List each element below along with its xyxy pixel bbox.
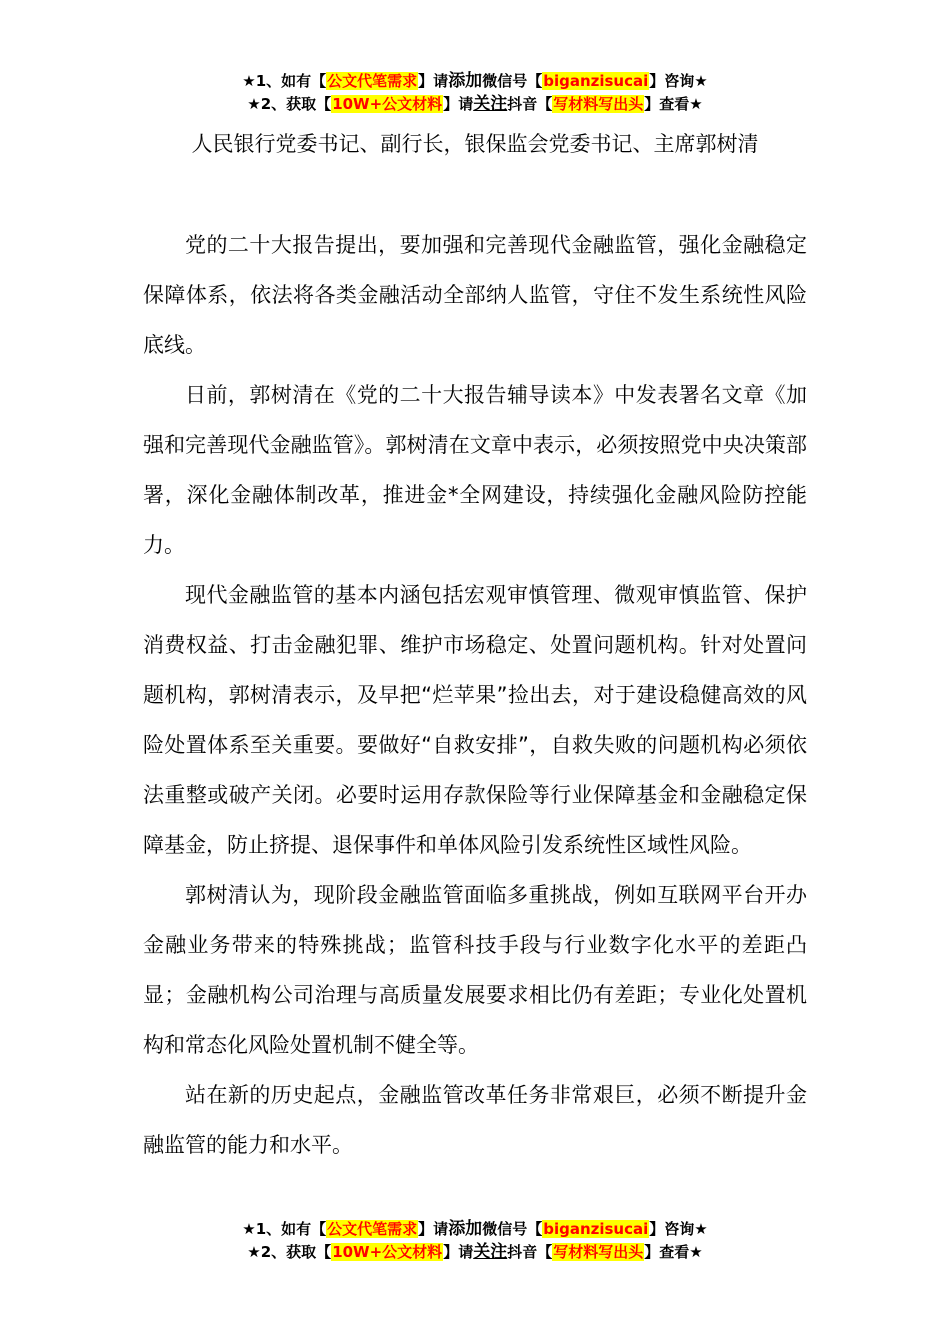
promo-text: ★2、获取【 <box>247 1243 332 1261</box>
promo-emphasis: 关注 <box>473 1242 508 1262</box>
highlight-wechat-id: biganzisucai <box>543 1220 649 1238</box>
highlight-wechat-id: biganzisucai <box>543 72 649 90</box>
promo-text: 】查看★ <box>644 95 703 113</box>
paragraph: 党的二十大报告提出，要加强和完善现代金融监管，强化金融稳定保障体系，依法将各类金融活动全部纳人监管，守住不发生系统性风险底线。 <box>143 233 807 357</box>
promo-line-1 <box>0 70 950 93</box>
promo-text: 】请 <box>418 1220 449 1238</box>
promo-banner-top <box>0 70 950 116</box>
promo-emphasis: 添加 <box>448 71 483 91</box>
paragraph: 郭树清认为，现阶段金融监管面临多重挑战，例如互联网平台开办金融业务带来的特殊挑战；监管科技手段与行业数字化水平的差距凸显；金融机构公司治理与高质量发展要求相比仍有差距；专业化处置机构和常态化风险处置机制不健全等。 <box>143 883 807 1057</box>
promo-text: 】咨询★ <box>649 1220 708 1238</box>
promo-banner-bottom <box>0 1218 950 1264</box>
promo-text: 】咨询★ <box>649 72 708 90</box>
promo-line-1 <box>0 1218 950 1241</box>
author-byline: 人民银行党委书记、副行长，银保监会党委书记、主席郭树清 <box>191 132 759 156</box>
highlight-service: 公文代笔需求 <box>327 1220 418 1238</box>
promo-text: 】请 <box>443 1243 474 1261</box>
promo-emphasis: 添加 <box>448 1219 483 1239</box>
promo-text: 抖音【 <box>507 1243 553 1261</box>
promo-line-2 <box>0 93 950 116</box>
promo-text: 抖音【 <box>507 95 553 113</box>
paragraph: 站在新的历史起点，金融监管改革任务非常艰巨，必须不断提升金融监管的能力和水平。 <box>143 1083 807 1157</box>
promo-text: ★2、获取【 <box>247 95 332 113</box>
highlight-materials: 10W+公文材料 <box>332 1243 443 1261</box>
promo-text: 微信号【 <box>482 1220 543 1238</box>
paragraph: 日前，郭树清在《党的二十大报告辅导读本》中发表署名文章《加强和完善现代金融监管》。郭树清在文章中表示，必须按照党中央决策部署，深化金融体制改革，推进金*全网建设，持续强化金融风险防控能力。 <box>143 383 807 557</box>
promo-text: 微信号【 <box>482 72 543 90</box>
promo-emphasis: 关注 <box>473 94 508 114</box>
highlight-douyin-account: 写材料写出头 <box>553 1243 644 1261</box>
article-body <box>143 220 807 1170</box>
promo-text: 】查看★ <box>644 1243 703 1261</box>
paragraph: 现代金融监管的基本内涵包括宏观审慎管理、微观审慎监管、保护消费权益、打击金融犯罪、维护市场稳定、处置问题机构。针对处置问题机构，郭树清表示，及早把“烂苹果”捡出去，对于建设稳健高效的风险处置体系至关重要。要做好“自救安排”，自救失败的问题机构必须依法重整或破产关闭。必要时运用存款保险等行业保障基金和金融稳定保障基金，防止挤提、退保事件和单体风险引发系统性区域性风险。 <box>143 583 807 857</box>
promo-text: ★1、如有【 <box>242 1220 327 1238</box>
highlight-materials: 10W+公文材料 <box>332 95 443 113</box>
highlight-douyin-account: 写材料写出头 <box>553 95 644 113</box>
highlight-service: 公文代笔需求 <box>327 72 418 90</box>
promo-text: ★1、如有【 <box>242 72 327 90</box>
promo-text: 】请 <box>443 95 474 113</box>
promo-line-2 <box>0 1241 950 1264</box>
promo-text: 】请 <box>418 72 449 90</box>
